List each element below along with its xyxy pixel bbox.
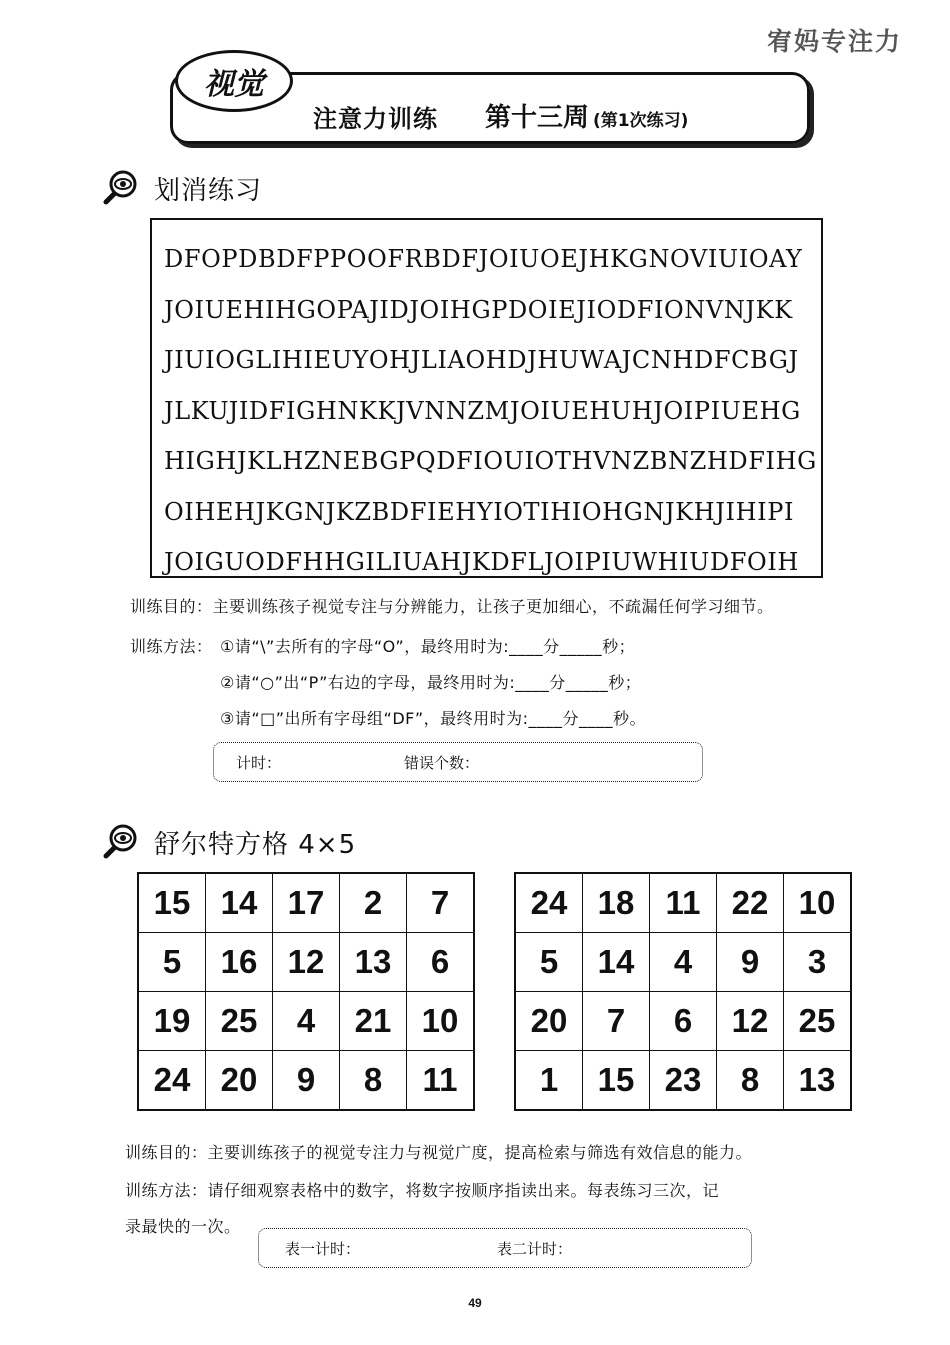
visual-badge: 视觉 [175,50,293,112]
section2-record-box [258,1228,752,1268]
grid-cell: 8 [717,1051,784,1111]
section2-method-line1: 训练方法：请仔细观察表格中的数字，将数字按顺序指读出来。每表练习三次，记 [125,1181,720,1200]
letter-grid [150,218,823,578]
grid-cell: 12 [273,933,340,992]
section1-method-3: ③请“□”出所有字母组“DF”，最终用时为:____分____秒。 [220,709,647,728]
grid-cell: 5 [515,933,583,992]
grid-cell: 11 [650,873,717,933]
grid-cell: 13 [784,1051,852,1111]
section2-method-line2: 录最快的一次。 [125,1217,241,1236]
section1-record-box [213,742,703,782]
grid-cell: 14 [206,873,273,933]
grid-cell: 7 [583,992,650,1051]
grid-cell: 9 [717,933,784,992]
timer-label: 计时： [236,753,282,772]
section1-method-1: ①请“\”去所有的字母“O”，最终用时为:____分_____秒； [220,637,636,656]
error-count-label: 错误个数： [404,753,480,772]
grid-cell: 20 [515,992,583,1051]
section1-method-2: ②请“○”出“P”右边的字母，最终用时为:____分_____秒； [220,673,642,692]
grid-cell: 10 [784,873,852,933]
header-week-text: 第十三周 [485,103,590,133]
grid-cell: 5 [138,933,206,992]
grid-cell: 12 [717,992,784,1051]
schulte-grid-right [514,872,852,1111]
grid-cell: 9 [273,1051,340,1111]
grid-cell: 4 [650,933,717,992]
magnifier-eye-icon [100,822,140,862]
grid-cell: 21 [340,992,407,1051]
page-number: 49 [468,1296,482,1310]
grid-cell: 25 [206,992,273,1051]
grid-cell: 19 [138,992,206,1051]
grid-cell: 24 [138,1051,206,1111]
grid-cell: 20 [206,1051,273,1111]
grid-cell: 15 [138,873,206,933]
grid-cell: 18 [583,873,650,933]
grid-cell: 25 [784,992,852,1051]
grid-cell: 16 [206,933,273,992]
letter-row: OIHEHJKGNJKZBDFIEHYIOTIHIOHGNJKHJIHIPI [164,497,795,526]
grid-cell: 22 [717,873,784,933]
magnifier-eye-icon [100,168,140,208]
letter-row: JOIUEHIHGOPAJIDJOIHGPDOIEJIODFIONVNJKK [164,295,793,324]
letter-row: HIGHJKLHZNEBGPQDFIOUIOTHVNZBNZHDFIHG [164,447,817,475]
grid-cell: 7 [407,873,475,933]
section1-method-label: 训练方法： [130,637,213,656]
grid-cell: 3 [784,933,852,992]
section2-purpose: 训练目的：主要训练孩子的视觉专注力与视觉广度，提高检索与筛选有效信息的能力。 [125,1143,753,1162]
grid-cell: 14 [583,933,650,992]
grid-cell: 15 [583,1051,650,1111]
table2-timer-label: 表二计时： [497,1239,573,1258]
grid-cell: 2 [340,873,407,933]
header-session: (第1次练习) [593,111,689,131]
grid-cell: 1 [515,1051,583,1111]
section2-heading [100,822,356,862]
grid-cell: 6 [650,992,717,1051]
header-week [485,97,688,134]
grid-cell: 6 [407,933,475,992]
brand-name: 宥妈专注力 [766,27,902,56]
section2-title: 舒尔特方格 4×5 [154,829,357,860]
schulte-grid-left [137,872,475,1111]
grid-cell: 24 [515,873,583,933]
grid-cell: 4 [273,992,340,1051]
section1-heading [100,168,262,208]
section1-purpose: 训练目的：主要训练孩子视觉专注与分辨能力，让孩子更加细心，不疏漏任何学习细节。 [130,597,774,616]
grid-cell: 23 [650,1051,717,1111]
grid-cell: 17 [273,873,340,933]
grid-cell: 11 [407,1051,475,1111]
section1-title: 划消练习 [154,175,263,206]
grid-cell: 8 [340,1051,407,1111]
letter-row: JIUIOGLIHIEUYOHJLIAOHDJHUWAJCNHDFCBGJ [164,346,799,374]
table1-timer-label: 表一计时： [285,1239,361,1258]
grid-cell: 10 [407,992,475,1051]
letter-row: DFOPDBDFPPOOFRBDFJOIUOEJHKGNOVIUIOAY [164,245,803,273]
letter-row: JOIGUODFHHGILIUAHJKDFLJOIPIUWHIUDFOIH [164,548,799,576]
grid-cell: 13 [340,933,407,992]
letter-row: JLKUJIDFIGHNKKJVNNZMJOIUEHUHJOIPIUEHG [164,396,801,425]
header-title: 注意力训练 [313,105,438,133]
